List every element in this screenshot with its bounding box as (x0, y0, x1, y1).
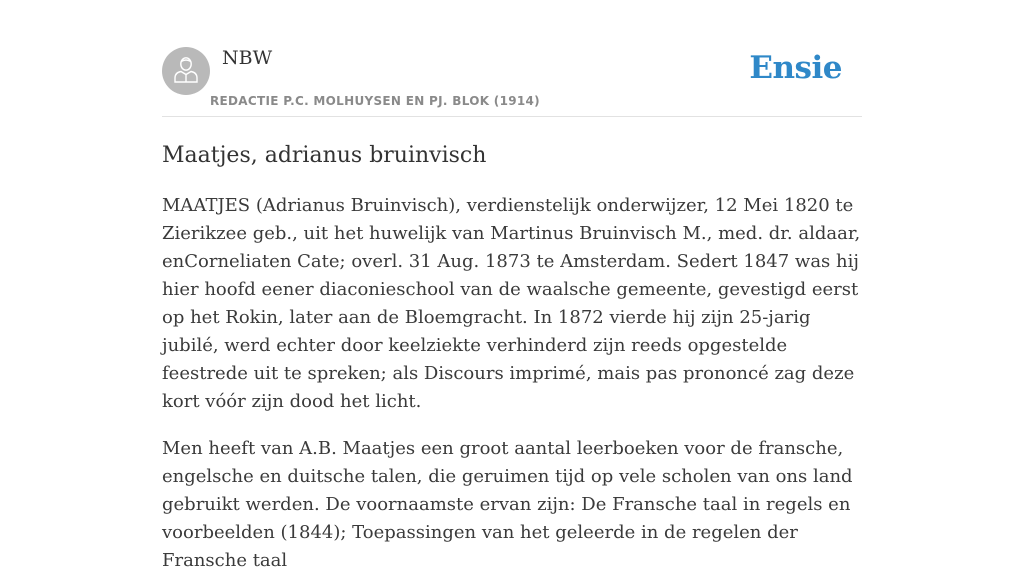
source-name[interactable]: NBW (222, 47, 273, 69)
article-header (162, 0, 862, 117)
article-title: Maatjes, adrianus bruinvisch (162, 143, 487, 168)
article-paragraph: Men heeft van A.B. Maatjes een groot aantal leerboeken voor de fransche, engelsche en duitsche talen, die geruimen tijd op vele scholen van ons land gebruikt werden. De voornaamste ervan zijn: De Fransche taal in regels en voorbeelden (1844); Toepassingen van het geleerde in de regelen der Fransche taal (162, 438, 853, 571)
article-page (162, 0, 862, 575)
ensie-logo[interactable]: Ensie (749, 50, 842, 86)
avatar[interactable] (162, 47, 210, 95)
user-silhouette-icon (173, 55, 199, 87)
source-editors: REDACTIE P.C. MOLHUYSEN EN PJ. BLOK (1914) (210, 94, 540, 108)
article-paragraph: MAATJES (Adrianus Bruinvisch), verdienstelijk onderwijzer, 12 Mei 1820 te Zierikzee geb., uit het huwelijk van Martinus Bruinvisch M., med. dr. aldaar, enCorneliaten Cate; overl. 31 Aug. 1873 te Amsterdam. Sedert 1847 was hij hier hoofd eener diaconieschool van de waalsche gemeente, gevestigd eerst op het Rokin, later aan de Bloemgracht. In 1872 vierde hij zijn 25-jarig jubilé, werd echter door keelziekte verhinderd zijn reeds opgestelde feestrede uit te spreken; als Discours imprimé, mais pas prononcé zag deze kort vóór zijn dood het licht. (162, 195, 861, 412)
